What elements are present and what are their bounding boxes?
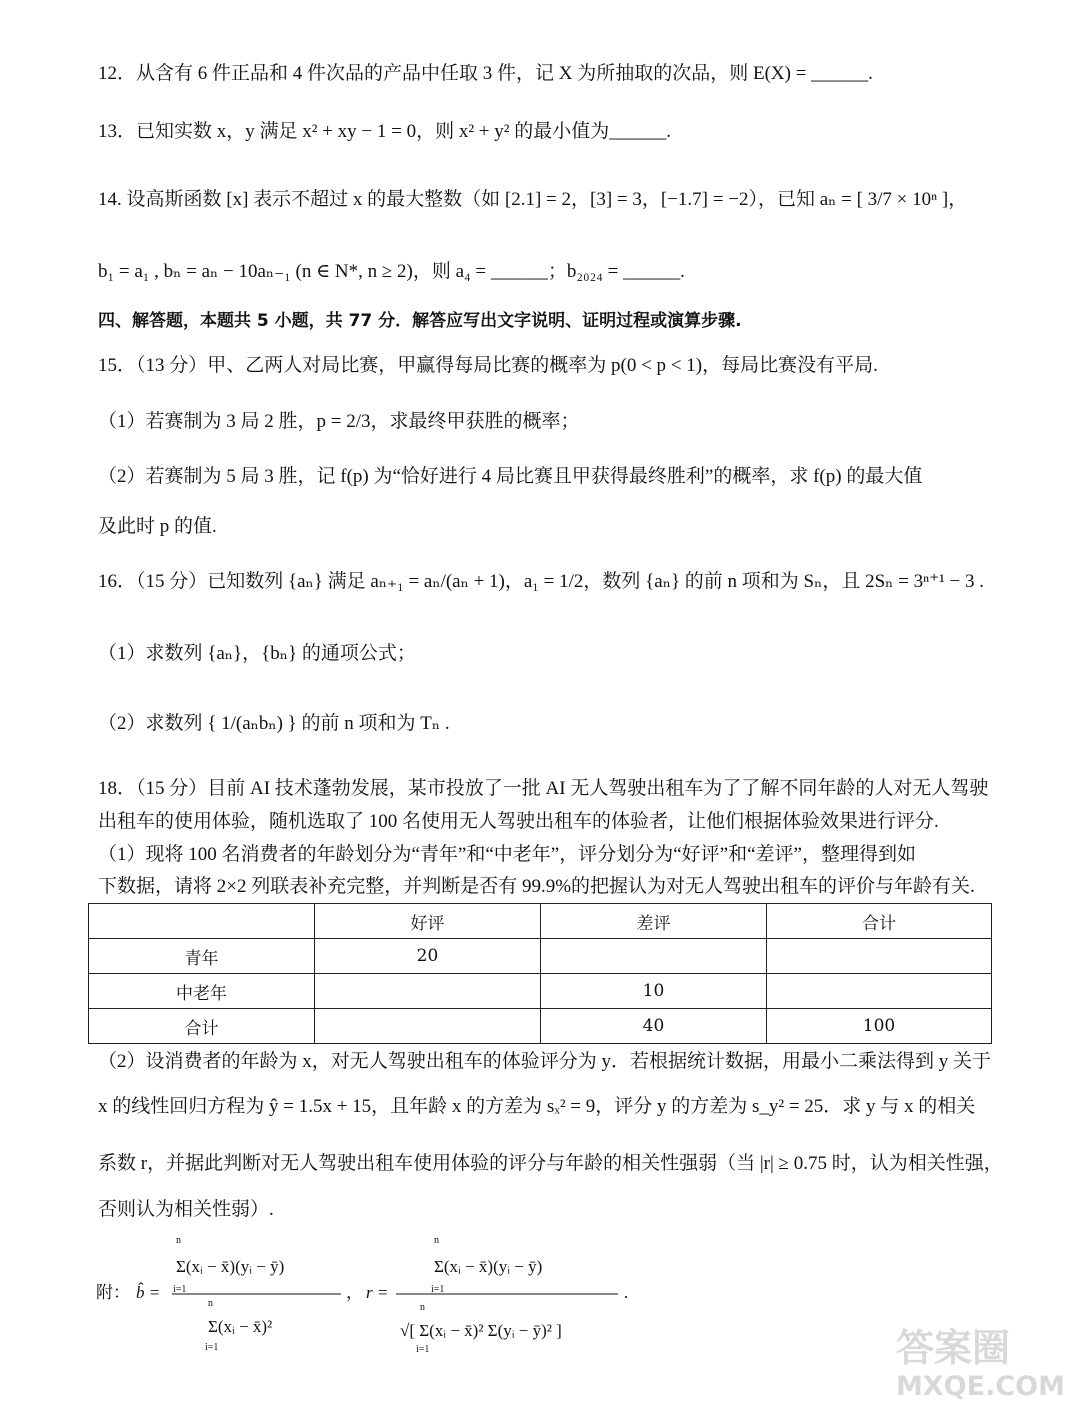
sum-lower-limit: i=1	[431, 1284, 445, 1295]
watermark-title: 答案圈	[896, 1326, 1011, 1370]
question-18-part-2-line-1: （2）设消费者的年龄为 x，对无人驾驶出租车的体验评分为 y．若根据统计数据，用最小二乘法得到 y 关于	[98, 1051, 992, 1072]
table-cell	[541, 939, 767, 974]
table-cell: 合计	[89, 1009, 315, 1044]
r-numerator: Σ(xᵢ − x̄)(yᵢ − ȳ)	[434, 1257, 543, 1276]
question-18-part-2-line-4: 否则认为相关性弱）.	[98, 1199, 274, 1220]
question-18-intro-line-1: 18．（15 分）目前 AI 技术蓬勃发展，某市投放了一批 AI 无人驾驶出租车为了了解不同年龄的人对无人驾驶	[98, 778, 989, 799]
r-lhs: r =	[366, 1283, 389, 1302]
question-18-part-1-line-2: 下数据，请将 2×2 列联表补充完整，并判断是否有 99.9%的把握认为对无人驾驶出租车的评价与年龄有关.	[98, 876, 975, 897]
table-cell: 中老年	[89, 974, 315, 1009]
question-13: 13．已知实数 x，y 满足 x² + xy − 1 = 0，则 x² + y² 的最小值为______.	[98, 121, 671, 142]
sum-upper-limit: n	[208, 1298, 213, 1309]
sum-upper-limit: n	[420, 1302, 425, 1313]
section-4-heading: 四、解答题，本题共 5 小题，共 77 分．解答应写出文字说明、证明过程或演算步骤.	[98, 311, 742, 331]
table-row	[89, 974, 992, 1009]
table-cell: 10	[541, 974, 767, 1009]
table-cell	[315, 1009, 541, 1044]
question-12: 12．从含有 6 件正品和 4 件次品的产品中任取 3 件，记 X 为所抽取的次品，则 E(X) = ______.	[98, 63, 873, 84]
question-15-part-1: （1）若赛制为 3 局 2 胜，p = 2/3，求最终甲获胜的概率；	[98, 411, 580, 432]
question-18-intro-line-2: 出租车的使用体验，随机选取了 100 名使用无人驾驶出租车的体验者，让他们根据体验效果进行评分.	[98, 811, 939, 832]
formula-separator: ，	[346, 1283, 363, 1302]
site-watermark	[886, 1313, 1066, 1403]
formula-end: .	[624, 1283, 629, 1302]
table-cell: 20	[315, 939, 541, 974]
sum-lower-limit: i=1	[416, 1344, 430, 1355]
question-18-part-2-line-3: 系数 r，并据此判断对无人驾驶出租车使用体验的评分与年龄的相关性强弱（当 |r| ≥ 0.75 时，认为相关性强，	[98, 1153, 1003, 1174]
table-cell	[767, 939, 992, 974]
table-row	[89, 939, 992, 974]
table-header-row	[89, 904, 992, 939]
question-14-line-1: 14. 设高斯函数 [x] 表示不超过 x 的最大整数（如 [2.1] = 2，[3] = 3，[−1.7] = −2），已知 aₙ = [ 3/7 × 10ⁿ ]，	[98, 189, 968, 210]
question-16: 16．（15 分）已知数列 {aₙ} 满足 aₙ₊₁ = aₙ/(aₙ + 1)，a₁ = 1/2，数列 {aₙ} 的前 n 项和为 Sₙ，且 2Sₙ = 3ⁿ⁺¹ − 3 .	[98, 571, 985, 592]
question-15-part-2-line-1: （2）若赛制为 5 局 3 胜，记 f(p) 为“恰好进行 4 局比赛且甲获得最终胜利”的概率，求 f(p) 的最大值	[98, 466, 923, 487]
table-cell: 青年	[89, 939, 315, 974]
table-header-cell: 差评	[541, 904, 767, 939]
contingency-table	[88, 903, 992, 1044]
bhat-numerator: Σ(xᵢ − x̄)(yᵢ − ȳ)	[176, 1257, 285, 1276]
bhat-denominator: Σ(xᵢ − x̄)²	[208, 1317, 273, 1336]
appendix-label: 附：	[96, 1283, 130, 1302]
table-cell: 100	[767, 1009, 992, 1044]
sum-lower-limit: i=1	[205, 1342, 219, 1353]
question-16-part-2: （2）求数列 { 1/(aₙbₙ) } 的前 n 项和为 Tₙ .	[98, 713, 450, 734]
question-18-part-2-line-2: x 的线性回归方程为 ŷ = 1.5x + 15，且年龄 x 的方差为 sₓ² = 9，评分 y 的方差为 s_y² = 25．求 y 与 x 的相关	[98, 1096, 976, 1117]
sum-upper-limit: n	[434, 1235, 439, 1246]
sum-upper-limit: n	[176, 1235, 181, 1246]
bhat-lhs: b̂ =	[136, 1283, 161, 1302]
table-cell: 40	[541, 1009, 767, 1044]
table-cell	[767, 974, 992, 1009]
question-18-part-1-line-1: （1）现将 100 名消费者的年龄划分为“青年”和“中老年”，评分划分为“好评”和“差评”，整理得到如	[98, 844, 916, 865]
table-row	[89, 1009, 992, 1044]
question-15-part-2-line-2: 及此时 p 的值.	[98, 516, 217, 537]
question-16-part-1: （1）求数列 {aₙ}，{bₙ} 的通项公式；	[98, 643, 416, 664]
table-header-cell: 好评	[315, 904, 541, 939]
table-cell	[315, 974, 541, 1009]
appendix-formulas	[96, 1230, 716, 1360]
table-header-cell	[89, 904, 315, 939]
question-15: 15．（13 分）甲、乙两人对局比赛，甲赢得每局比赛的概率为 p(0 < p < 1)，每局比赛没有平局.	[98, 355, 878, 376]
table-header-cell: 合计	[767, 904, 992, 939]
sum-lower-limit: i=1	[173, 1284, 187, 1295]
watermark-url: MXQE.COM	[896, 1371, 1065, 1402]
question-14-line-2: b₁ = a₁ , bₙ = aₙ − 10aₙ₋₁ (n ∈ N*, n ≥ 2)，则 a₄ = ______；b₂₀₂₄ = ______.	[98, 261, 685, 282]
r-denominator: √[ Σ(xᵢ − x̄)² Σ(yᵢ − ȳ)² ]	[400, 1321, 562, 1340]
